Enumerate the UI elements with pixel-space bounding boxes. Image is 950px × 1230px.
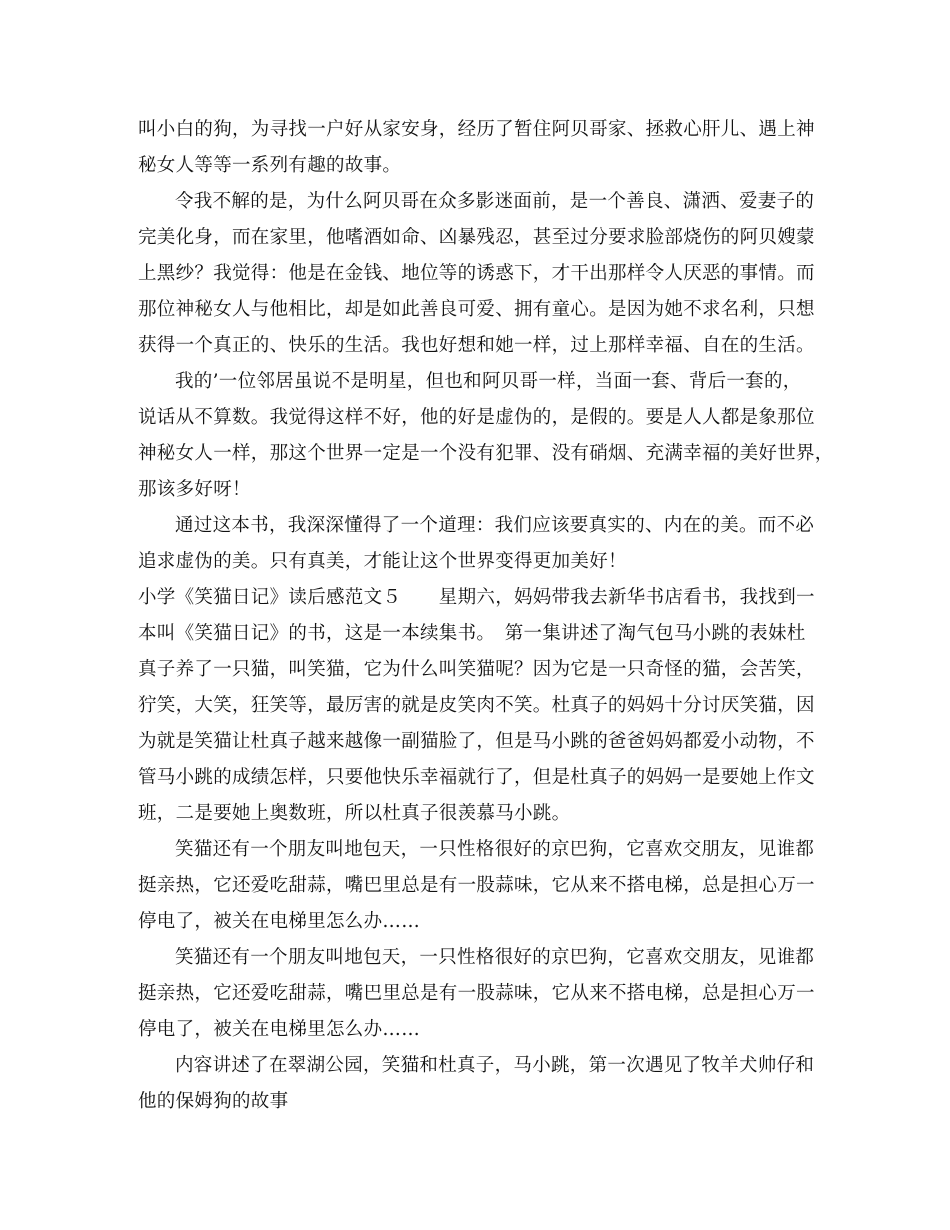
text-line: 神秘女人一样，那这个世界一定是一个没有犯罪、没有硝烟、充满幸福的美好世界，	[138, 443, 834, 464]
text-line: 停电了，被关在电梯里怎么办……	[138, 911, 421, 932]
text-line: 完美化身，而在家里，他嗜酒如命、凶暴残忍，甚至过分要求脸部烧伤的阿贝嫂蒙	[138, 227, 815, 248]
text-line: 本叫《笑猫日记》的书，这是一本续集书。 第一集讲述了淘气包马小跳的表妹杜	[138, 623, 806, 644]
text-line: 他的保姆狗的故事	[138, 1091, 289, 1112]
text-line: 上黑纱？我觉得：他是在金钱、地位等的诱惑下，才干出那样令人厌恶的事情。而	[138, 263, 815, 284]
text-line: 笑猫还有一个朋友叫地包天，一只性格很好的京巴狗，它喜欢交朋友，见谁都	[175, 839, 815, 860]
text-line: 追求虚伪的美。只有真美，才能让这个世界变得更加美好！	[138, 551, 627, 572]
text-line: 管马小跳的成绩怎样，只要他快乐幸福就行了，但是杜真子的妈妈一是要她上作文	[138, 767, 815, 788]
text-line: 笑猫还有一个朋友叫地包天，一只性格很好的京巴狗，它喜欢交朋友，见谁都	[175, 947, 815, 968]
text-line: 通过这本书，我深深懂得了一个道理：我们应该要真实的、内在的美。而不必	[175, 515, 815, 536]
text-line: 那该多好呀！	[138, 479, 251, 500]
text-line: 小学《笑猫日记》读后感范文５ 星期六，妈妈带我去新华书店看书，我找到一	[138, 587, 815, 608]
text-line: 我的’一位邻居虽说不是明星，但也和阿贝哥一样，当面一套、背后一套的，	[175, 371, 802, 392]
text-line: 挺亲热，它还爱吃甜蒜，嘴巴里总是有一股蒜味，它从来不搭电梯，总是担心万一	[138, 875, 815, 896]
text-line: 获得一个真正的、快乐的生活。我也好想和她一样，过上那样幸福、自在的生活。	[138, 335, 815, 356]
text-line: 狞笑，大笑，狂笑等，最厉害的就是皮笑肉不笑。杜真子的妈妈十分讨厌笑猫，因	[138, 695, 815, 716]
text-line: 为就是笑猫让杜真子越来越像一副猫脸了，但是马小跳的爸爸妈妈都爱小动物，不	[138, 731, 815, 752]
text-line: 叫小白的狗，为寻找一户好从家安身，经历了暂住阿贝哥家、拯救心肝儿、遇上神	[138, 119, 815, 140]
text-line: 说话从不算数。我觉得这样不好，他的好是虚伪的，是假的。要是人人都是象那位	[138, 407, 815, 428]
text-line: 秘女人等等一系列有趣的故事。	[138, 155, 402, 176]
text-line: 班，二是要她上奥数班，所以杜真子很羡慕马小跳。	[138, 803, 571, 824]
text-line: 停电了，被关在电梯里怎么办……	[138, 1019, 421, 1040]
text-line: 内容讲述了在翠湖公园，笑猫和杜真子，马小跳，第一次遇见了牧羊犬帅仔和	[175, 1055, 815, 1076]
text-line: 那位神秘女人与他相比，却是如此善良可爱、拥有童心。是因为她不求名利，只想	[138, 299, 815, 320]
text-line: 真子养了一只猫，叫笑猫，它为什么叫笑猫呢？因为它是一只奇怪的猫，会苦笑，	[138, 659, 815, 680]
text-line: 令我不解的是，为什么阿贝哥在众多影迷面前，是一个善良、潇洒、爱妻子的	[175, 191, 815, 212]
text-line: 挺亲热，它还爱吃甜蒜，嘴巴里总是有一股蒜味，它从来不搭电梯，总是担心万一	[138, 983, 815, 1004]
document-body	[138, 112, 834, 1120]
